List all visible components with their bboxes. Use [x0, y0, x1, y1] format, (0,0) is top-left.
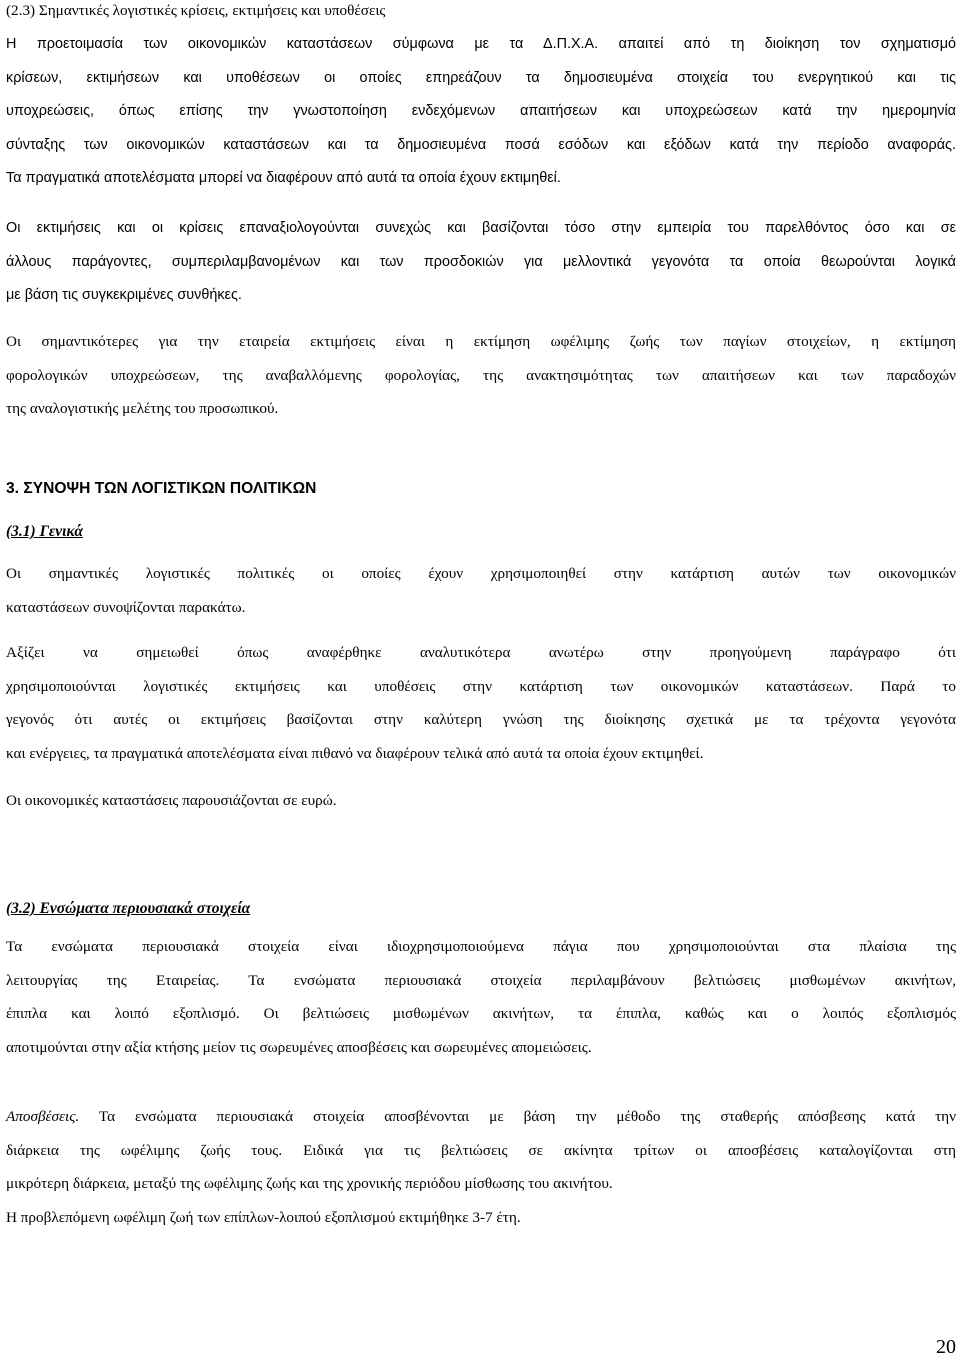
p1-line-3: υποχρεώσεις, όπως επίσης την γνωστοποίηση ενδεχόμενων απαιτήσεων και υποχρεώσεων κατά την ημερομηνία [6, 103, 956, 119]
p2-line-2: άλλους παράγοντες, συμπεριλαμβανομένων και των προσδοκιών για μελλοντικά γεγονότα τα οποία θεωρούνται λογικά [6, 253, 956, 270]
p7-line-4: αποτιμούνται στην αξία κτήσης μείον τις σωρευμένες αποσβέσεις και σωρευμένες απομειώσεις. [6, 1038, 592, 1056]
paragraph-estimates-note [6, 636, 956, 770]
subheading-3-2: (3.2) Ενσώματα περιουσιακά στοιχεία [6, 900, 251, 917]
p1-line-1: Η προετοιμασία των οικονομικών καταστάσεων σύμφωνα με τα Δ.Π.Χ.Α. απαιτεί από τη διοίκηση τον σχηματισμό [6, 36, 956, 52]
p5-line-2: χρησιμοποιούνται λογιστικές εκτιμήσεις και υποθέσεις στην κατάρτιση των οικονομικών καταστάσεων. Παρά το [6, 677, 956, 695]
p9-line-1: Η προβλεπόμενη ωφέλιμη ζωή των επίπλων-λοιπού εξοπλισμού εκτιμήθηκε 3-7 έτη. [6, 1209, 521, 1226]
p7-line-3: έπιπλα και λοιπό εξοπλισμό. Οι βελτιώσεις μισθωμένων ακινήτων, τα έπιπλα, καθώς και ο λοιπός εξοπλισμός [6, 1005, 956, 1022]
p3-line-3: της αναλογιστικής μελέτης του προσωπικού. [6, 400, 279, 417]
p5-line-1: Αξίζει να σημειωθεί όπως αναφέρθηκε αναλυτικότερα ανωτέρω στην προηγούμενη παράγραφο ότι [6, 644, 956, 661]
p4-line-2: καταστάσεων συνοψίζονται παρακάτω. [6, 598, 246, 616]
p2-line-3: με βάση τις συγκεκριμένες συνθήκες. [6, 287, 242, 303]
p8-line-3: μικρότερη διάρκεια, μεταξύ της ωφέλιμης ζωής και της χρονικής περιόδου μίσθωσης του ακινήτου. [6, 1175, 613, 1192]
paragraph-currency [6, 784, 956, 818]
p7-line-1: Τα ενσώματα περιουσιακά στοιχεία είναι ιδιοχρησιμοποιούμενα πάγια που χρησιμοποιούνται στα πλαίσια της [6, 938, 956, 955]
p7-line-2: λειτουργίας της Εταιρείας. Τα ενσώματα περιουσιακά στοιχεία περιλαμβάνουν βελτιώσεις μισθωμένων ακινήτων, [6, 971, 956, 989]
paragraph-useful-life [6, 1201, 956, 1235]
p1-line-2: κρίσεων, εκτιμήσεων και υποθέσεων οι οποίες επηρεάζουν τα δημοσιευμένα στοιχεία του ενεργητικού και τις [6, 69, 956, 86]
heading-2-3-text: (2.3) Σημαντικές λογιστικές κρίσεις, εκτιμήσεις και υποθέσεις [6, 2, 386, 19]
p3-line-2: φορολογικών υποχρεώσεων, της αναβαλλόμενης φορολογίας, της ανακτησιμότητας των απαιτήσεων και των παραδοχών [6, 366, 956, 384]
p2-line-1: Οι εκτιμήσεις και οι κρίσεις επαναξιολογούνται συνεχώς και βασίζονται τόσο στην εμπειρία του παρελθόντος όσο και σε [6, 220, 956, 236]
p8-line-1-rest: Τα ενσώματα περιουσιακά στοιχεία αποσβένονται με βάση την μέθοδο της σταθερής απόσβεσης κατά την [98, 1108, 956, 1125]
paragraph-tangible-assets [6, 930, 956, 1064]
paragraph-depreciation [6, 1100, 956, 1201]
paragraph-policies-summary [6, 557, 956, 624]
page-number: 20 [936, 1336, 956, 1358]
p5-line-3: γεγονός ότι αυτές οι εκτιμήσεις βασίζονται στην καλύτερη γνώση της διοίκησης σχετικά με τα τρέχοντα γεγονότα [6, 711, 956, 728]
paragraph-reassessment [6, 212, 956, 313]
heading-2-3 [6, 0, 956, 28]
subheading-3-1: (3.1) Γενικά [6, 523, 83, 540]
paragraph-key-estimates [6, 325, 956, 426]
p8-line-2: διάρκεια της ωφέλιμης ζωής τους. Ειδικά για τις βελτιώσεις σε ακίνητα τρίτων οι αποσβέσεις καταλογίζονται στη [6, 1141, 956, 1159]
p6-line-1: Οι οικονομικές καταστάσεις παρουσιάζονται σε ευρώ. [6, 792, 337, 809]
p8-lead: Αποσβέσεις. [6, 1108, 80, 1125]
p4-line-1: Οι σημαντικές λογιστικές πολιτικές οι οποίες έχουν χρησιμοποιηθεί στην κατάρτιση αυτών των οικονομικών [6, 565, 956, 582]
p1-line-4: σύνταξης των οικονομικών καταστάσεων και τα δημοσιευμένα ποσά εσόδων και εξόδων κατά την περίοδο αναφοράς. [6, 136, 956, 153]
paragraph-estimates-intro [6, 28, 956, 196]
section-3-title: 3. ΣΥΝΟΨΗ ΤΩΝ ΛΟΓΙΣΤΙΚΩΝ ΠΟΛΙΤΙΚΩΝ [6, 480, 317, 497]
p1-line-5: Τα πραγματικά αποτελέσματα μπορεί να διαφέρουν από αυτά τα οποία έχουν εκτιμηθεί. [6, 170, 561, 186]
p8-line-1 [6, 1100, 956, 1134]
p3-line-1: Οι σημαντικότερες για την εταιρεία εκτιμήσεις είναι η εκτίμηση ωφέλιμης ζωής των παγίων στοιχείων, η εκτίμηση [6, 333, 956, 350]
p5-line-4: και ενέργειες, τα πραγματικά αποτελέσματα είναι πιθανό να διαφέρουν τελικά από αυτά τα οποία έχουν εκτιμηθεί. [6, 744, 704, 762]
